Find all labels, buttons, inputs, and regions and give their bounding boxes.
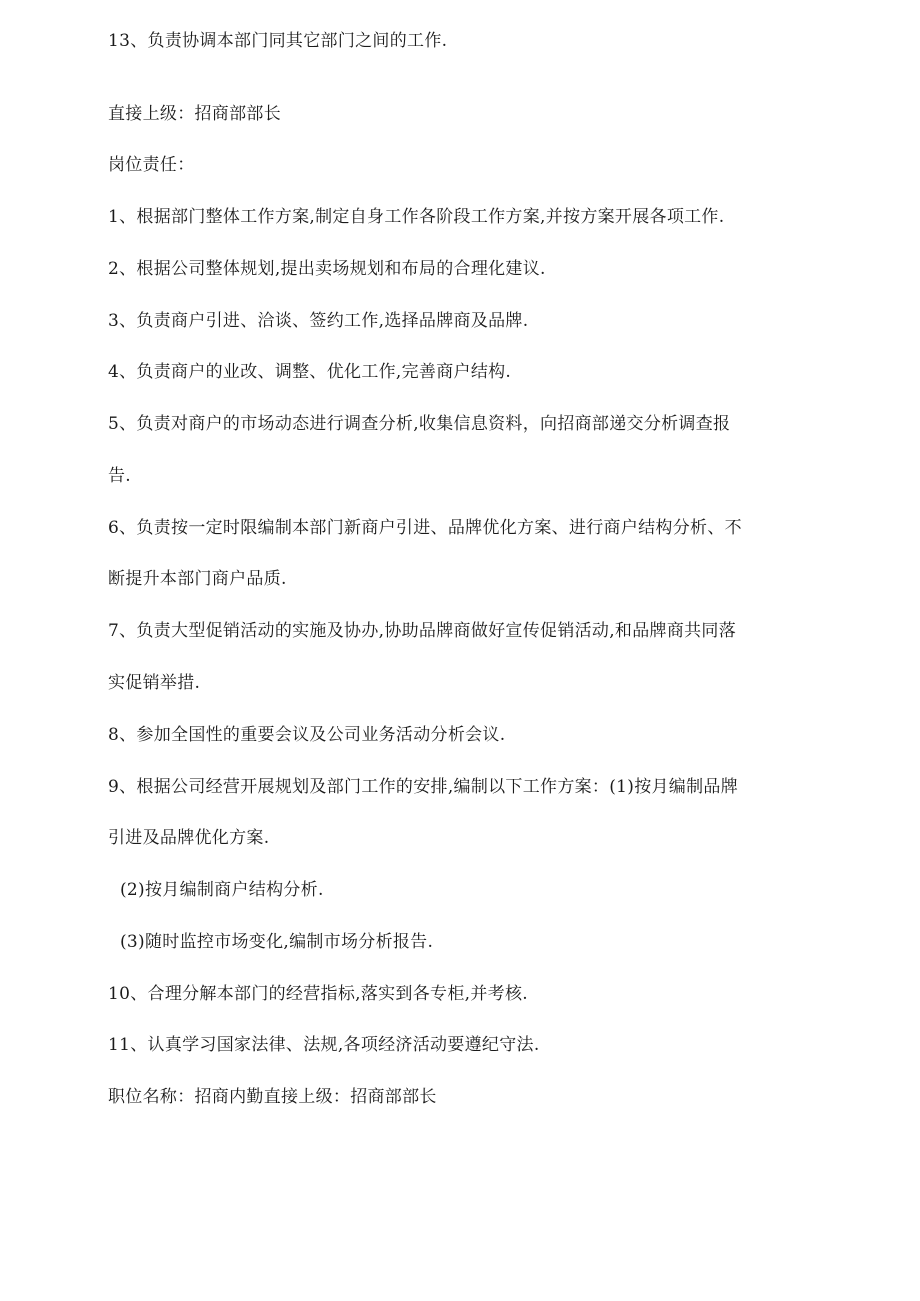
text-line-duty-2: 2、根据公司整体规划,提出卖场规划和布局的合理化建议.	[108, 259, 546, 279]
text-line-duty-5-cont: 告.	[108, 466, 132, 486]
text-line-duty-9-sub-3: (3)随时监控市场变化,编制市场分析报告.	[120, 932, 434, 952]
text-line-duty-6: 6、负责按一定时限编制本部门新商户引进、品牌优化方案、进行商户结构分析、不	[108, 518, 742, 538]
text-line-duty-4: 4、负责商户的业改、调整、优化工作,完善商户结构.	[108, 362, 512, 382]
text-line-duty-9-cont: 引进及品牌优化方案.	[108, 828, 270, 848]
text-line-duty-10: 10、合理分解本部门的经营指标,落实到各专柜,并考核.	[108, 984, 528, 1004]
text-line-duty-1: 1、根据部门整体工作方案,制定自身工作各阶段工作方案,并按方案开展各项工作.	[108, 207, 725, 227]
text-line-position-title: 职位名称：招商内勤直接上级：招商部部长	[108, 1087, 437, 1107]
text-line-duty-9-sub-2: (2)按月编制商户结构分析.	[120, 880, 324, 900]
text-line-duty-5: 5、负责对商户的市场动态进行调查分析,收集信息资料，向招商部递交分析调查报	[108, 414, 731, 434]
text-line-duty-9: 9、根据公司经营开展规划及部门工作的安排,编制以下工作方案：(1)按月编制品牌	[108, 777, 738, 797]
text-line-responsibilities-heading: 岗位责任：	[108, 155, 195, 175]
text-line-duty-13: 13、负责协调本部门同其它部门之间的工作.	[108, 31, 448, 51]
text-line-duty-6-cont: 断提升本部门商户品质.	[108, 569, 287, 589]
text-line-duty-8: 8、参加全国性的重要会议及公司业务活动分析会议.	[108, 725, 506, 745]
text-line-duty-7-cont: 实促销举措.	[108, 673, 201, 693]
text-line-duty-3: 3、负责商户引进、洽谈、签约工作,选择品牌商及品牌.	[108, 311, 529, 331]
text-line-supervisor: 直接上级：招商部部长	[108, 104, 281, 124]
text-line-duty-11: 11、认真学习国家法律、法规,各项经济活动要遵纪守法.	[108, 1035, 540, 1055]
text-line-duty-7: 7、负责大型促销活动的实施及协办,协助品牌商做好宣传促销活动,和品牌商共同落	[108, 621, 737, 641]
